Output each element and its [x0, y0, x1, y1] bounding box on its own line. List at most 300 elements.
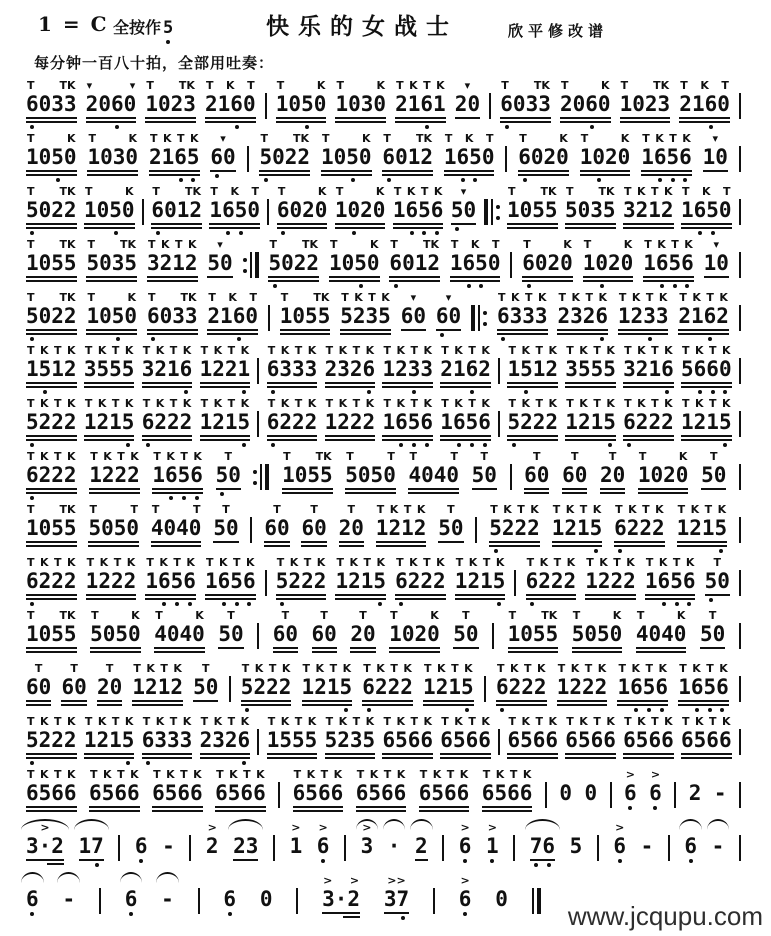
note-group: [440, 398, 491, 448]
note-digits: 1222: [324, 410, 376, 434]
beam-underline: [482, 810, 533, 812]
octave-dots: [145, 602, 196, 607]
beam-underline: [84, 757, 135, 759]
note-group: [384, 875, 409, 921]
beam-underline: [557, 333, 608, 335]
note-group: [86, 292, 137, 342]
octave-dots: [623, 390, 674, 395]
beam-underline: [395, 594, 446, 596]
note-digits: 2160: [207, 304, 258, 328]
octave-dots: [444, 178, 495, 183]
note-group: [340, 292, 391, 335]
note-group: [267, 345, 318, 395]
note-digits: 60: [435, 304, 462, 328]
note-group: [259, 133, 310, 183]
octave-dots: [552, 549, 603, 554]
beam-underline: [618, 329, 669, 331]
beam-underline: [472, 488, 497, 490]
octave-dots: [641, 178, 692, 183]
articulation-marks: T K T K: [566, 397, 615, 410]
beam-underline: [623, 753, 674, 755]
note-digits: 50: [450, 198, 477, 222]
articulation-marks: T K T K: [679, 291, 728, 304]
note-digits: 2165: [148, 145, 200, 169]
note-digits: 1215: [423, 675, 474, 699]
note-digits: 2060: [559, 92, 611, 116]
beam-underline: [132, 704, 183, 706]
octave-dots: [684, 859, 697, 864]
beam-underline: [497, 333, 548, 335]
articulation-marks: T K T K: [441, 715, 490, 728]
notation-row: [26, 345, 741, 398]
beam-underline: [701, 488, 726, 490]
beam-underline: [643, 276, 694, 278]
note-group: [84, 398, 135, 448]
beam-underline: [440, 757, 491, 759]
beam-underline: [623, 223, 674, 225]
octave-dots: [614, 549, 665, 554]
beam-underline: [84, 382, 135, 384]
beam-underline: [382, 382, 433, 384]
note-group: [350, 610, 375, 653]
beam-underline: [382, 174, 433, 176]
beam-underline: [325, 757, 376, 759]
note-group: [89, 451, 140, 494]
beam-underline: [84, 386, 135, 388]
note-digits: 2326: [199, 728, 251, 752]
barline: [674, 782, 676, 808]
beam-underline: [440, 753, 491, 755]
barline: [498, 729, 500, 755]
articulation-marks: T K T K: [396, 556, 445, 569]
note-digits: 60: [400, 304, 426, 328]
note-digits: 3: [360, 834, 374, 858]
beam-underline: [389, 651, 440, 653]
octave-dots: [142, 390, 193, 395]
beam-underline: [681, 386, 732, 388]
note-group: [703, 133, 728, 172]
beam-underline: [560, 117, 611, 119]
note-group: [507, 716, 558, 759]
note-digits: 2: [205, 834, 219, 858]
note-group: [26, 80, 77, 130]
beam-underline: [681, 439, 732, 441]
beam-underline: [565, 439, 616, 441]
beam-underline: [151, 545, 202, 547]
beam-underline: [88, 541, 139, 543]
articulation-marks: T K T K: [84, 344, 134, 357]
octave-dots: [147, 337, 198, 342]
note-digits: 6: [134, 834, 148, 858]
note-digits: 1: [289, 834, 303, 858]
note-group: [388, 822, 401, 857]
articulation-marks: T: [708, 609, 717, 622]
octave-dots: [125, 912, 138, 917]
note-group: [223, 875, 236, 917]
note-group: [613, 822, 626, 864]
articulation-marks: T K T K: [682, 344, 731, 357]
note-digits: 1222: [585, 569, 636, 593]
octave-dots: [507, 390, 558, 395]
barline: [739, 623, 741, 649]
beam-underline: [200, 753, 251, 755]
barline: [189, 835, 191, 861]
note-group: [84, 345, 135, 388]
articulation-marks: T K T K: [90, 768, 139, 781]
beam-underline: [453, 647, 478, 649]
beam-underline: [207, 329, 258, 331]
note-group: [89, 769, 140, 812]
beam-underline: [209, 227, 260, 229]
articulation-marks: T K: [88, 132, 138, 145]
beam-underline: [233, 859, 258, 861]
articulation-marks: T K: [329, 238, 379, 251]
note-digits: 50: [193, 675, 219, 699]
beam-underline: [200, 757, 251, 759]
note-digits: 6566: [565, 728, 616, 752]
note-group: [26, 451, 77, 501]
beam-underline: [508, 651, 559, 653]
articulation-marks: T K: [336, 79, 386, 92]
articulation-marks: ▾: [712, 132, 719, 145]
barline: [739, 570, 741, 596]
beam-underline: [415, 859, 428, 861]
note-digits: 5222: [26, 728, 77, 752]
articulation-marks: T K T K: [618, 291, 668, 304]
beam-underline: [84, 435, 135, 437]
beam-underline: [335, 121, 386, 123]
note-group: [684, 822, 697, 864]
barline: [739, 464, 741, 490]
beam-underline: [705, 594, 730, 596]
note-group: [215, 769, 266, 812]
note-group: [419, 769, 470, 812]
beam-underline: [552, 545, 603, 547]
note-group: [455, 557, 506, 607]
barline: [597, 835, 599, 861]
note-group: [206, 822, 219, 857]
articulation-marks: T K T K: [497, 291, 547, 304]
beam-underline: [681, 382, 732, 384]
barline: [514, 570, 516, 596]
note-group: [495, 875, 508, 910]
articulation-marks: T TK: [507, 185, 557, 198]
articulation-marks: T TK: [27, 79, 76, 92]
note-digits: 1020: [334, 198, 386, 222]
note-digits: 1656: [382, 410, 434, 434]
watermark: www.jcqupu.com: [567, 901, 763, 931]
beam-underline: [384, 912, 409, 914]
beam-underline: [26, 704, 51, 706]
note-digits: 5222: [26, 410, 77, 434]
notation-row: [26, 610, 741, 663]
beam-underline: [340, 333, 391, 335]
articulation-marks: T K T K: [325, 344, 375, 357]
beam-underline: [88, 545, 139, 547]
barline: [118, 835, 120, 861]
note-group: [450, 239, 501, 289]
note-group: [26, 133, 77, 183]
articulation-marks: >: [40, 821, 50, 834]
note-group: [436, 292, 461, 338]
barline: [668, 835, 670, 861]
beam-underline: [329, 276, 380, 278]
articulation-marks: T K T K: [396, 79, 445, 92]
articulation-marks: T TK: [508, 609, 558, 622]
note-group: [641, 822, 654, 857]
note-group: [565, 345, 616, 388]
note-group: [86, 557, 137, 600]
notation-row: [26, 186, 741, 239]
octave-dots: [580, 178, 631, 183]
articulation-marks: T TK: [27, 238, 76, 251]
articulation-marks: T: [480, 450, 489, 463]
beam-underline: [335, 594, 386, 596]
octave-dots: [268, 284, 319, 289]
notation-row: [26, 80, 741, 133]
octave-dots: [276, 602, 327, 607]
beam-underline: [389, 280, 440, 282]
beam-underline: [623, 227, 674, 229]
note-digits: 1650: [209, 198, 260, 222]
note-group: [87, 133, 138, 176]
beam-underline: [335, 227, 386, 229]
note-group: [620, 80, 671, 123]
note-digits: 50: [699, 622, 726, 646]
note-digits: 2060: [85, 92, 137, 116]
articulation-marks: T K T K: [618, 662, 668, 675]
articulation-marks: ▾: [220, 132, 226, 145]
barline: [265, 93, 267, 119]
note-group: [623, 186, 674, 229]
note-group: [486, 822, 499, 864]
articulation-marks: T K T K: [276, 556, 326, 569]
note-digits: 1020: [579, 145, 631, 169]
note-digits: 1656: [644, 569, 696, 593]
articulation-marks: T T: [346, 450, 395, 463]
octave-dots: [681, 443, 732, 448]
articulation-marks: T: [709, 450, 718, 463]
octave-dots: [26, 125, 77, 130]
note-group: [322, 875, 360, 918]
beam-underline: [26, 806, 77, 808]
beam-underline: [408, 488, 459, 490]
beam-underline: [362, 704, 413, 706]
note-group: [345, 451, 396, 494]
note-group: [382, 716, 433, 759]
note-group: [638, 451, 689, 494]
barline: [739, 93, 741, 119]
note-digits: 6020: [522, 251, 573, 275]
octave-dots: [486, 859, 499, 864]
note-group: [62, 875, 75, 910]
note-digits: 6566: [507, 728, 559, 752]
octave-dots: [393, 231, 444, 236]
beam-underline: [678, 704, 729, 706]
barline: [257, 358, 259, 384]
articulation-marks: > >: [323, 874, 360, 887]
beam-underline: [26, 488, 77, 490]
tempo-instruction: 每分钟一百八十拍，全部用吐奏：: [34, 54, 275, 72]
octave-dots: [26, 761, 77, 766]
note-group: [26, 769, 77, 812]
octave-dots: [26, 912, 39, 917]
beam-underline: [508, 647, 559, 649]
octave-dots: [459, 912, 472, 917]
articulation-marks: T K T K: [149, 132, 199, 145]
note-digits: 50: [704, 569, 730, 593]
note-group: [389, 239, 440, 289]
notation-row: [26, 716, 741, 769]
articulation-marks: T K: [572, 609, 622, 622]
articulation-marks: T: [359, 609, 367, 622]
fingering-note-digit: 5: [163, 18, 174, 38]
barline: [475, 517, 477, 543]
articulation-marks: ▾: [464, 79, 471, 92]
note-group: [585, 557, 636, 600]
note-group: [643, 239, 694, 289]
note-digits: 5035: [86, 251, 138, 275]
beam-underline: [89, 806, 140, 808]
note-digits: 1656: [617, 675, 669, 699]
note-digits: 4040: [635, 622, 687, 646]
articulation-marks: T K: [321, 132, 371, 145]
octave-dots: [223, 912, 236, 917]
note-group: [423, 663, 474, 713]
note-group: [205, 80, 256, 130]
barline: [198, 888, 200, 914]
octave-dots: [382, 443, 433, 448]
beam-underline: [86, 117, 137, 119]
beam-underline: [259, 174, 310, 176]
beam-underline: [565, 435, 616, 437]
beam-underline: [293, 806, 344, 808]
note-group: [84, 716, 135, 766]
beam-underline: [86, 280, 137, 282]
articulation-marks: T K T: [681, 185, 731, 198]
note-digits: 5035: [564, 198, 616, 222]
articulation-marks: T K T K: [241, 662, 291, 675]
note-digits: 50: [218, 622, 244, 646]
articulation-marks: T K T K: [558, 291, 607, 304]
note-digits: -: [161, 887, 174, 911]
beam-underline: [345, 488, 396, 490]
note-digits: 1221: [199, 357, 251, 381]
beam-underline: [26, 174, 77, 176]
beam-underline: [276, 121, 327, 123]
note-digits: 6566: [481, 781, 533, 805]
beam-underline: [419, 806, 470, 808]
articulation-marks: T TK: [146, 79, 195, 92]
note-digits: 3·2: [26, 834, 64, 858]
articulation-marks: T TK: [27, 185, 76, 198]
note-group: [681, 186, 732, 236]
octave-dots: [384, 916, 409, 921]
articulation-marks: T TK: [27, 609, 76, 622]
note-group: [395, 557, 446, 607]
note-group: [562, 451, 587, 494]
beam-underline: [620, 121, 671, 123]
beam-underline: [97, 700, 122, 702]
note-digits: 1222: [556, 675, 608, 699]
barline: [265, 570, 267, 596]
note-digits: 6012: [151, 198, 202, 222]
articulation-marks: T TK: [152, 185, 201, 198]
beam-underline: [681, 753, 732, 755]
beam-underline: [268, 280, 319, 282]
note-group: [145, 557, 196, 607]
note-group: [142, 716, 193, 766]
articulation-marks: T K: [638, 450, 688, 463]
octave-dots: [329, 284, 380, 289]
beam-underline: [89, 488, 140, 490]
beam-underline: [277, 223, 328, 225]
note-digits: 50: [701, 463, 727, 487]
octave-dots: [489, 549, 540, 554]
barline: [739, 252, 741, 278]
articulation-marks: T K T K: [586, 556, 635, 569]
articulation-marks: T K T K: [383, 715, 432, 728]
beam-underline: [86, 333, 137, 335]
articulation-marks: ▾: [217, 238, 223, 251]
beam-underline: [147, 276, 198, 278]
articulation-marks: T K T K: [679, 662, 728, 675]
barline: [250, 517, 252, 543]
note-digits: 50: [213, 516, 239, 540]
beam-underline: [280, 329, 331, 331]
beam-underline: [526, 598, 577, 600]
beam-underline: [382, 753, 433, 755]
beam-underline: [147, 329, 198, 331]
articulation-marks: T T: [409, 450, 459, 463]
beam-underline: [89, 810, 140, 812]
octave-dots: [84, 443, 135, 448]
articulation-marks: T TK: [147, 291, 197, 304]
octave-dots: [557, 337, 608, 342]
note-group: [565, 186, 616, 229]
beam-underline: [86, 594, 137, 596]
note-group: [312, 610, 337, 653]
note-digits: 1656: [205, 569, 256, 593]
beam-underline: [277, 227, 328, 229]
articulation-marks: T K T K: [267, 715, 317, 728]
beam-underline: [145, 594, 196, 596]
note-digits: 1050: [275, 92, 327, 116]
barline: [267, 199, 269, 225]
beam-underline: [600, 492, 625, 494]
octave-dots: [207, 337, 258, 342]
note-digits: 6012: [389, 251, 440, 275]
beam-underline: [90, 647, 141, 649]
note-digits: 6020: [518, 145, 569, 169]
beam-underline: [26, 227, 77, 229]
note-group: [207, 239, 232, 278]
note-group: [302, 663, 353, 713]
repeat-start-barline: [471, 305, 487, 331]
note-group: [500, 80, 551, 130]
articulation-marks: T K T K: [356, 768, 406, 781]
beam-underline: [61, 704, 86, 706]
beam-underline: [681, 435, 732, 437]
articulation-marks: T K T K: [27, 397, 76, 410]
articulation-marks: T K T: [444, 132, 494, 145]
note-digits: 1215: [335, 569, 387, 593]
note-group: [84, 186, 135, 236]
articulation-marks: T: [570, 450, 579, 463]
note-group: [142, 345, 193, 395]
beam-underline: [583, 276, 634, 278]
note-group: [280, 292, 331, 335]
